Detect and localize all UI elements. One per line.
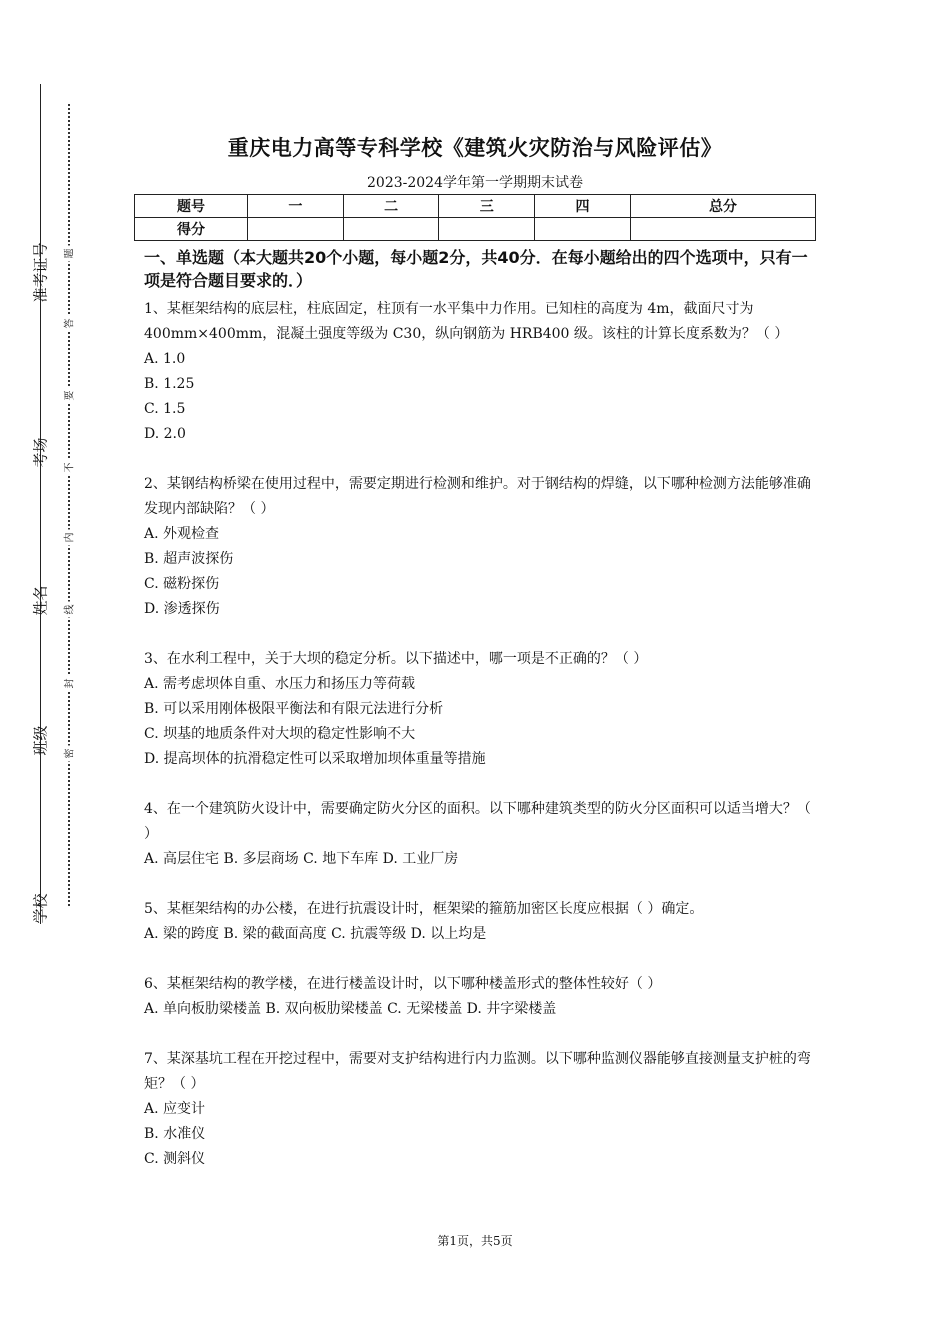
score-table-score-row — [135, 218, 816, 241]
question-option: B. 1.25 — [144, 376, 195, 392]
question-stem: 2、某钢结构桥梁在使用过程中，需要定期进行检测和维护。对于钢结构的焊缝，以下哪种检测方法能够准确发现内部缺陷？（ ） — [144, 476, 811, 517]
question-option: C. 坝基的地质条件对大坝的稳定性影响不大 — [144, 726, 416, 742]
score-input-cell[interactable] — [439, 218, 535, 241]
binding-dotted-line — [68, 104, 70, 906]
binding-field-class: 班级 — [31, 725, 50, 756]
question-option: D. 2.0 — [144, 426, 186, 442]
score-input-cell[interactable] — [630, 218, 815, 241]
question-option: A. 应变计 — [144, 1101, 206, 1117]
binding-field-name: 姓名 — [31, 585, 50, 616]
seal-char: 答 — [61, 316, 76, 332]
question-stem: 6、某框架结构的教学楼，在进行楼盖设计时，以下哪种楼盖形式的整体性较好（ ） — [144, 976, 662, 992]
score-input-cell[interactable] — [248, 218, 344, 241]
question-6 — [144, 972, 814, 1022]
exam-content — [144, 246, 814, 1197]
seal-char: 封 — [61, 676, 76, 692]
question-4 — [144, 797, 814, 872]
score-header-cell: 题号 — [135, 195, 248, 218]
question-option: A. 高层住宅 B. 多层商场 C. 地下车库 D. 工业厂房 — [144, 851, 459, 867]
seal-char: 内 — [61, 530, 76, 546]
seal-char: 密 — [61, 746, 76, 762]
seal-char: 要 — [61, 388, 76, 404]
seal-char: 题 — [61, 246, 76, 262]
score-row-label: 得分 — [135, 218, 248, 241]
score-header-cell: 总分 — [630, 195, 815, 218]
score-header-cell: 四 — [535, 195, 631, 218]
question-option: A. 单向板肋梁楼盖 B. 双向板肋梁楼盖 C. 无梁楼盖 D. 井字梁楼盖 — [144, 1001, 557, 1017]
seal-char: 不 — [61, 460, 76, 476]
question-2 — [144, 472, 814, 622]
question-1 — [144, 297, 814, 447]
binding-field-school: 学校 — [31, 893, 50, 924]
question-3 — [144, 647, 814, 772]
question-option: B. 可以采用刚体极限平衡法和有限元法进行分析 — [144, 701, 444, 717]
question-option: B. 超声波探伤 — [144, 551, 234, 567]
section-heading: 一、单选题（本大题共20个小题，每小题2分，共40分．在每小题给出的四个选项中，只有一项是符合题目要求的．） — [144, 248, 808, 290]
question-stem: 3、在水利工程中，关于大坝的稳定分析。以下描述中，哪一项是不正确的？（ ） — [144, 651, 648, 667]
question-option: A. 1.0 — [144, 351, 186, 367]
score-input-cell[interactable] — [343, 218, 439, 241]
score-input-cell[interactable] — [535, 218, 631, 241]
question-stem: 1、某框架结构的底层柱，柱底固定，柱顶有一水平集中力作用。已知柱的高度为 4m，截面尺寸为 400mm×400mm，混凝土强度等级为 C30，纵向钢筋为 HRB400 级。该柱的计算长度系数为？（ ） — [144, 301, 789, 342]
binding-margin — [0, 0, 120, 1344]
question-option: A. 梁的跨度 B. 梁的截面高度 C. 抗震等级 D. 以上均是 — [144, 926, 487, 942]
question-option: D. 提高坝体的抗滑稳定性可以采取增加坝体重量等措施 — [144, 751, 486, 767]
exam-subtitle: 2023-2024学年第一学期期末试卷 — [367, 175, 583, 191]
score-table-header-row — [135, 195, 816, 218]
binding-solid-line — [40, 84, 41, 924]
seal-char: 线 — [61, 602, 76, 618]
exam-title: 重庆电力高等专科学校《建筑火灾防治与风险评估》 — [227, 136, 723, 160]
question-stem: 5、某框架结构的办公楼，在进行抗震设计时，框架梁的箍筋加密区长度应根据（ ）确定。 — [144, 901, 704, 917]
score-table — [134, 194, 816, 241]
question-option: A. 需考虑坝体自重、水压力和扬压力等荷载 — [144, 676, 416, 692]
score-header-cell: 二 — [343, 195, 439, 218]
binding-field-exam-room: 考场 — [31, 437, 50, 468]
score-header-cell: 一 — [248, 195, 344, 218]
question-option: C. 1.5 — [144, 401, 186, 417]
question-stem: 7、某深基坑工程在开挖过程中，需要对支护结构进行内力监测。以下哪种监测仪器能够直接测量支护桩的弯矩？（ ） — [144, 1051, 811, 1092]
question-option: A. 外观检查 — [144, 526, 220, 542]
binding-field-exam-number: 准考证号 — [31, 242, 50, 303]
page-footer: 第1页，共5页 — [437, 1234, 513, 1248]
question-stem: 4、在一个建筑防火设计中，需要确定防火分区的面积。以下哪种建筑类型的防火分区面积可以适当增大？（ ） — [144, 801, 811, 842]
question-option: D. 渗透探伤 — [144, 601, 220, 617]
question-option: C. 测斜仪 — [144, 1151, 206, 1167]
question-option: B. 水准仪 — [144, 1126, 206, 1142]
score-header-cell: 三 — [439, 195, 535, 218]
question-7 — [144, 1047, 814, 1172]
question-5 — [144, 897, 814, 947]
question-option: C. 磁粉探伤 — [144, 576, 220, 592]
